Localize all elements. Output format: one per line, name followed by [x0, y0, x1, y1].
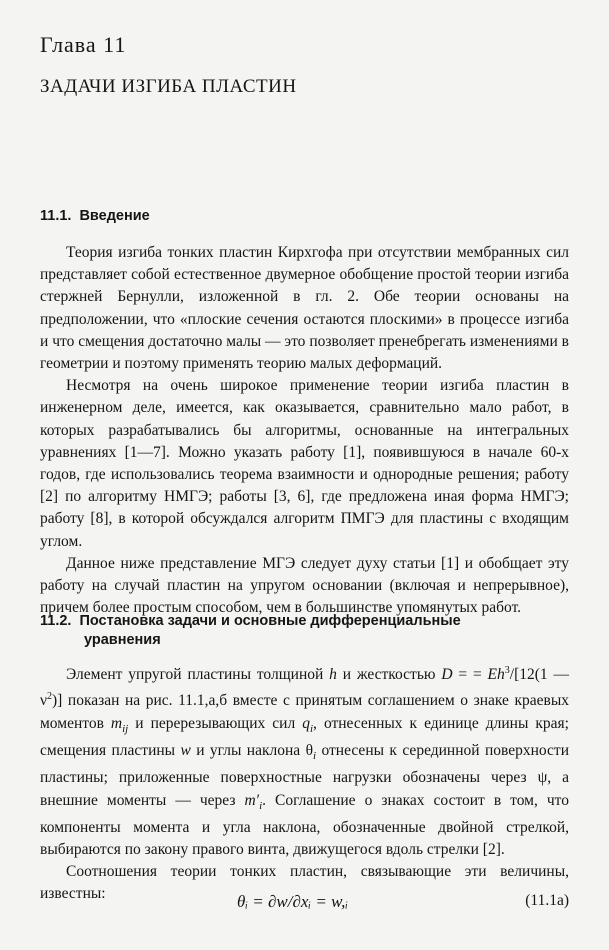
paragraph: Теория изгиба тонких пластин Кирхгофа при отсутствии мембранных сил представляет собой естественное двумерное обобщение простой теории изгиба стержней Бернулли, изложенной в гл. 2. Обе теории основаны на предположении, что «плоские сечения остаются плоскими» в процессе изгиба и что смещения достаточно малы — это позволяет пренебрегать изменениями в геометрии и поэтому применять теорию малых деформаций.: [40, 244, 569, 373]
problem-text: [40, 660, 569, 906]
chapter-title: ЗАДАЧИ ИЗГИБА ПЛАСТИН: [40, 76, 297, 97]
section-title-line1: Постановка задачи и основные дифференциальные: [79, 613, 461, 629]
section-heading-problem: [40, 612, 461, 650]
paragraph: Соотношения теории тонких пластин, связывающие эти величины, известны:: [40, 863, 569, 903]
equation-number: (11.1a): [525, 892, 569, 909]
section-title: Введение: [79, 208, 150, 224]
paragraph: Данное ниже представление МГЭ следует духу статьи [1] и обобщает эту работу на случай пластин на упругом основании (включая и непрерывное), причем более простым способом, чем в большинстве упомянутых работ.: [40, 554, 569, 617]
chapter-label: Глава 11: [40, 32, 127, 57]
paragraph: Несмотря на очень широкое применение теории изгиба пластин в инженерном деле, имеется, как оказывается, сравнительно мало работ, в которых разрабатывались бы алгоритмы, основанные на интегральных уравнениях [1—7]. Можно указать работу [1], появившуюся в начале 60-х годов, где использовались теорема взаимности и однородные решения; работу [2] по алгоритму НМГЭ; работы [3, 6], где предложена иная форма НМГЭ; работу [8], в которой обсуждался алгоритм ПМГЭ для пластины с входящим углом.: [40, 377, 569, 550]
section-title-line2: уравнения: [84, 632, 161, 648]
section-number: 11.1.: [40, 208, 72, 224]
equation: θᵢ = ∂w/∂xᵢ = w,ᵢ: [237, 892, 349, 911]
section-heading-intro: [40, 208, 150, 224]
paragraph: Элемент упругой пластины толщиной h и жесткостью D = = $Eh^3/[12(1$ — $\nu^2$)] показан на рис. 11.1,а,б вместе с принятым соглашением о знаке краевых моментов $m_{ij}$ и перерезывающих сил $q_i$, отнесенных к единице длины края; смещения пластины w и углы наклона $\theta_i$ отнесены к серединной поверхности пластины; приложенные поверхностные нагрузки обозначены через ψ, а внешние моменты — через $m'_i$. Соглашение о знаках состоит в том, что компоненты момента и угла наклона, обозначенные двойной стрелкой, выбираются по закону правого винта, движущегося вдоль стрелки [2].: [40, 665, 569, 859]
intro-text: [40, 242, 569, 619]
section-number: 11.2.: [40, 613, 72, 629]
